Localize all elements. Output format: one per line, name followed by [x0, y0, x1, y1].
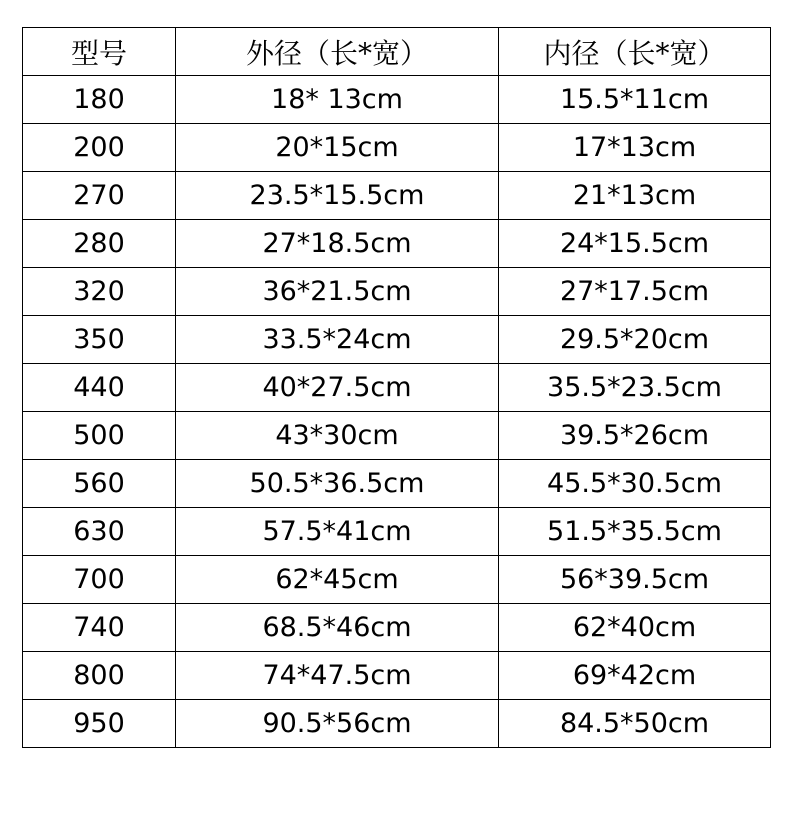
model-cell: 560: [23, 460, 176, 508]
outer-size-cell: 27*18.5cm: [176, 220, 499, 268]
outer-size-cell: 57.5*41cm: [176, 508, 499, 556]
model-cell: 270: [23, 172, 176, 220]
size-table: [22, 27, 771, 748]
outer-size-cell: 18* 13cm: [176, 76, 499, 124]
inner-size-cell: 21*13cm: [499, 172, 771, 220]
inner-size-cell: 27*17.5cm: [499, 268, 771, 316]
model-cell: 740: [23, 604, 176, 652]
header-row: [23, 28, 771, 76]
table-row: [23, 76, 771, 124]
outer-size-cell: 20*15cm: [176, 124, 499, 172]
table-row: [23, 460, 771, 508]
inner-size-cell: 17*13cm: [499, 124, 771, 172]
model-cell: 320: [23, 268, 176, 316]
model-cell: 440: [23, 364, 176, 412]
outer-size-cell: 90.5*56cm: [176, 700, 499, 748]
inner-size-cell: 24*15.5cm: [499, 220, 771, 268]
table-row: [23, 604, 771, 652]
outer-size-cell: 50.5*36.5cm: [176, 460, 499, 508]
model-cell: 700: [23, 556, 176, 604]
outer-size-cell: 23.5*15.5cm: [176, 172, 499, 220]
model-cell: 800: [23, 652, 176, 700]
outer-size-cell: 43*30cm: [176, 412, 499, 460]
outer-size-cell: 74*47.5cm: [176, 652, 499, 700]
outer-size-cell: 40*27.5cm: [176, 364, 499, 412]
inner-size-cell: 39.5*26cm: [499, 412, 771, 460]
model-cell: 200: [23, 124, 176, 172]
outer-size-cell: 36*21.5cm: [176, 268, 499, 316]
inner-size-cell: 84.5*50cm: [499, 700, 771, 748]
inner-size-cell: 35.5*23.5cm: [499, 364, 771, 412]
inner-size-cell: 45.5*30.5cm: [499, 460, 771, 508]
model-cell: 180: [23, 76, 176, 124]
table-row: [23, 172, 771, 220]
table-row: [23, 652, 771, 700]
table-row: [23, 316, 771, 364]
model-cell: 280: [23, 220, 176, 268]
model-cell: 950: [23, 700, 176, 748]
table-row: [23, 700, 771, 748]
inner-size-cell: 56*39.5cm: [499, 556, 771, 604]
header-inner-size: 内径（长*宽）: [499, 28, 771, 76]
inner-size-cell: 51.5*35.5cm: [499, 508, 771, 556]
inner-size-cell: 69*42cm: [499, 652, 771, 700]
table-row: [23, 124, 771, 172]
table-row: [23, 220, 771, 268]
inner-size-cell: 29.5*20cm: [499, 316, 771, 364]
outer-size-cell: 33.5*24cm: [176, 316, 499, 364]
model-cell: 630: [23, 508, 176, 556]
table-row: [23, 412, 771, 460]
outer-size-cell: 62*45cm: [176, 556, 499, 604]
outer-size-cell: 68.5*46cm: [176, 604, 499, 652]
inner-size-cell: 15.5*11cm: [499, 76, 771, 124]
table-row: [23, 508, 771, 556]
header-model: 型号: [23, 28, 176, 76]
inner-size-cell: 62*40cm: [499, 604, 771, 652]
header-outer-size: 外径（长*宽）: [176, 28, 499, 76]
table-row: [23, 364, 771, 412]
model-cell: 500: [23, 412, 176, 460]
model-cell: 350: [23, 316, 176, 364]
table-row: [23, 556, 771, 604]
table-row: [23, 268, 771, 316]
